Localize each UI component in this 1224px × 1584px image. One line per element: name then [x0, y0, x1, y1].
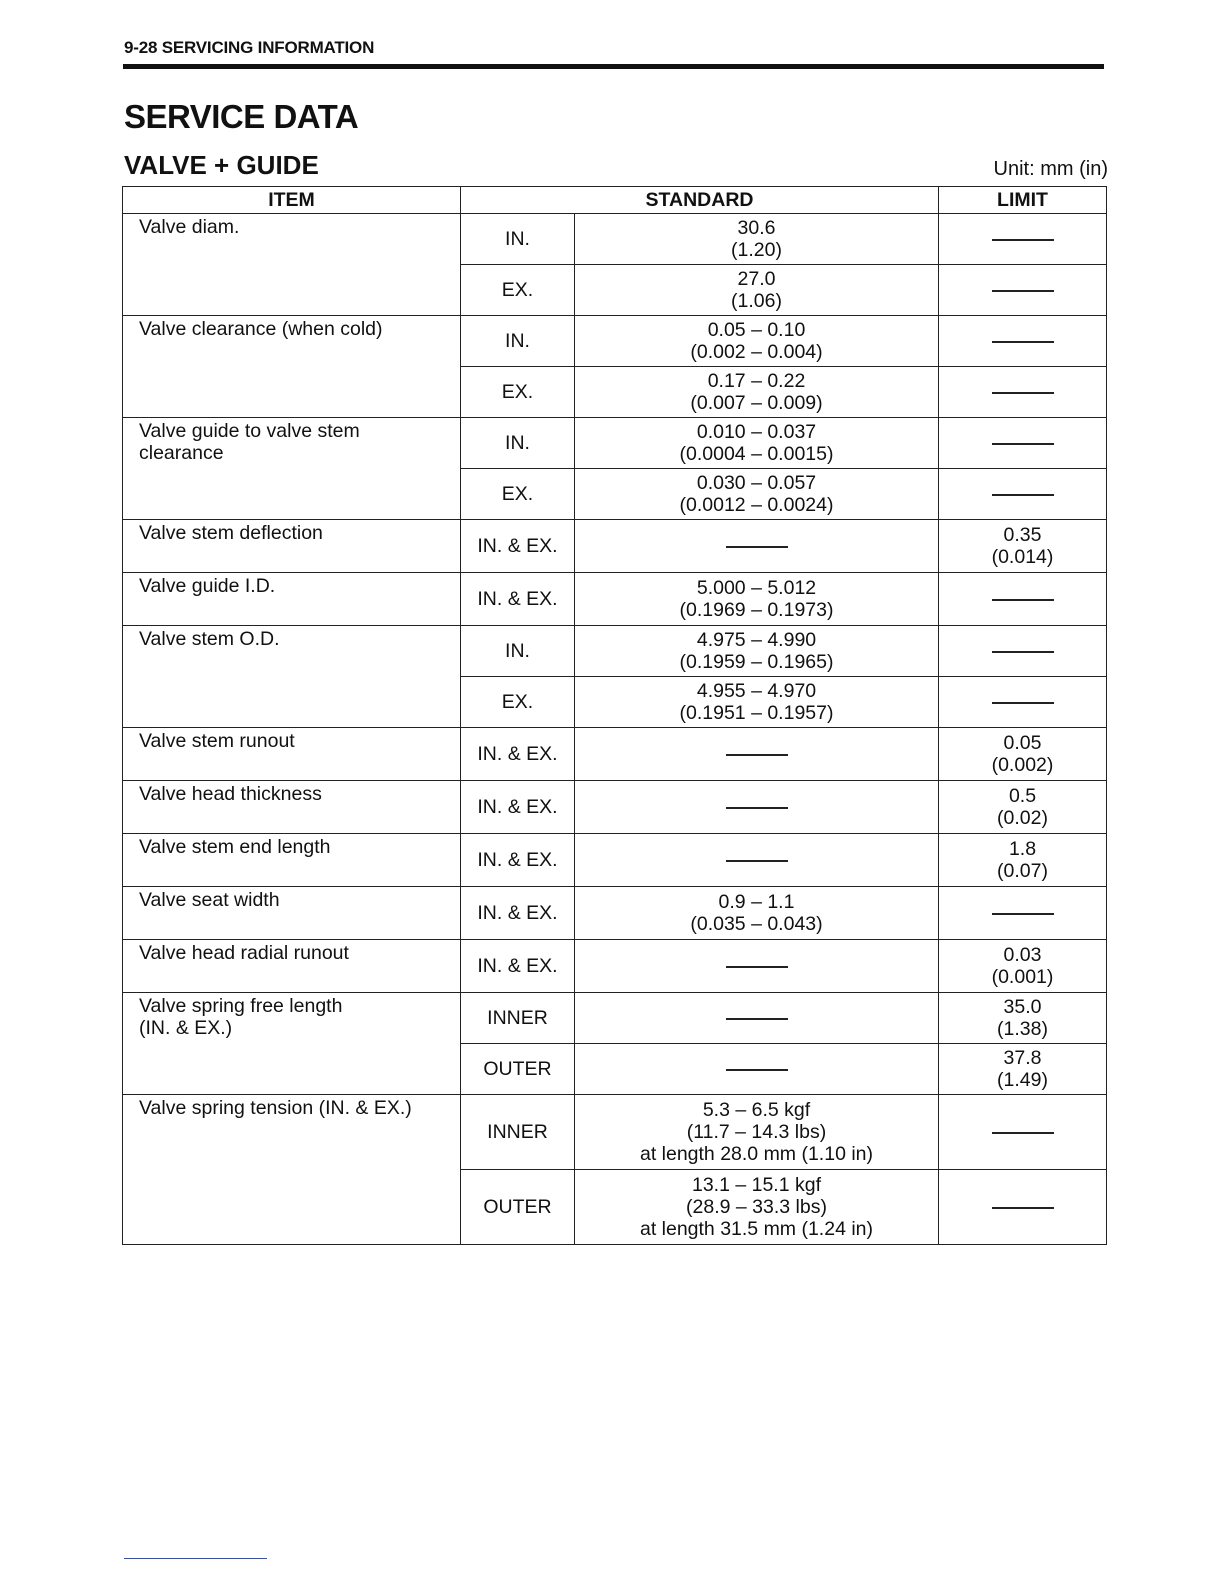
cell-line: (0.0004 – 0.0015) [679, 443, 834, 465]
limit-cell [939, 1044, 1107, 1095]
cell-line: 0.030 – 0.057 [696, 472, 817, 494]
item-cell [123, 1095, 461, 1245]
limit-cell [939, 781, 1107, 834]
cell-line: 0.03 [1003, 944, 1042, 966]
cell-line: 0.35 [1003, 524, 1042, 546]
no-value-dash [992, 702, 1054, 704]
limit-cell [939, 469, 1107, 520]
limit-cell [939, 265, 1107, 316]
item-cell [123, 993, 461, 1095]
cell-line: Valve stem deflection [139, 522, 323, 544]
header-standard: STANDARD [461, 187, 939, 214]
cell-line: (0.1959 – 0.1965) [679, 651, 834, 673]
table-row [123, 728, 1107, 781]
standard-cell [575, 265, 939, 316]
footer-rule [124, 1558, 267, 1559]
cell-line: (IN. & EX.) [139, 1017, 233, 1039]
cell-line: at length 31.5 mm (1.24 in) [639, 1218, 874, 1240]
limit-cell [939, 1170, 1107, 1245]
subitem-cell: IN. & EX. [461, 834, 575, 887]
standard-cell [575, 214, 939, 265]
standard-cell [575, 626, 939, 677]
item-cell [123, 940, 461, 993]
table-body [123, 214, 1107, 1245]
cell-line: Valve stem end length [139, 836, 331, 858]
cell-line: 5.000 – 5.012 [696, 577, 817, 599]
cell-line: (1.49) [997, 1069, 1048, 1091]
standard-cell [575, 781, 939, 834]
no-value-dash [992, 651, 1054, 653]
no-value-dash [992, 443, 1054, 445]
cell-line: (0.002) [991, 754, 1054, 776]
cell-line: Valve head radial runout [139, 942, 349, 964]
cell-line: 0.5 [1008, 785, 1037, 807]
cell-line: (11.7 – 14.3 lbs) [686, 1121, 827, 1143]
standard-cell [575, 418, 939, 469]
cell-line: clearance [139, 442, 224, 464]
standard-cell [575, 1044, 939, 1095]
limit-cell [939, 214, 1107, 265]
table-row [123, 1095, 1107, 1170]
item-cell [123, 887, 461, 940]
subitem-cell: INNER [461, 1095, 575, 1170]
subitem-cell: OUTER [461, 1044, 575, 1095]
limit-cell [939, 677, 1107, 728]
subitem-cell: OUTER [461, 1170, 575, 1245]
standard-cell [575, 677, 939, 728]
table-row [123, 781, 1107, 834]
standard-cell [575, 573, 939, 626]
no-value-dash [726, 860, 788, 862]
table-row [123, 573, 1107, 626]
cell-line: 27.0 [737, 268, 776, 290]
subitem-cell: EX. [461, 677, 575, 728]
cell-line: 13.1 – 15.1 kgf [691, 1174, 822, 1196]
cell-line: (0.001) [991, 966, 1054, 988]
cell-line: (0.014) [991, 546, 1054, 568]
no-value-dash [992, 494, 1054, 496]
no-value-dash [992, 341, 1054, 343]
cell-line: 0.05 – 0.10 [707, 319, 806, 341]
no-value-dash [992, 392, 1054, 394]
cell-line: (0.1969 – 0.1973) [679, 599, 834, 621]
table-row [123, 520, 1107, 573]
cell-line: Valve head thickness [139, 783, 322, 805]
header-rule [123, 64, 1104, 69]
cell-line: 0.9 – 1.1 [718, 891, 795, 913]
item-cell [123, 781, 461, 834]
subitem-cell: IN. & EX. [461, 887, 575, 940]
cell-line: Valve guide to valve stem [139, 420, 360, 442]
cell-line: 4.975 – 4.990 [696, 629, 817, 651]
subitem-cell: IN. [461, 316, 575, 367]
table-row [123, 626, 1107, 677]
standard-cell [575, 1170, 939, 1245]
standard-cell [575, 1095, 939, 1170]
cell-line: Valve spring tension (IN. & EX.) [139, 1097, 412, 1119]
table-row [123, 214, 1107, 265]
page-header: 9-28 SERVICING INFORMATION [124, 38, 375, 57]
cell-line: 4.955 – 4.970 [696, 680, 817, 702]
limit-cell [939, 993, 1107, 1044]
cell-line: (0.02) [997, 807, 1048, 829]
table-row [123, 418, 1107, 469]
item-cell [123, 834, 461, 887]
cell-line: Valve diam. [139, 216, 240, 238]
cell-line: 5.3 – 6.5 kgf [702, 1099, 811, 1121]
no-value-dash [992, 290, 1054, 292]
no-value-dash [726, 754, 788, 756]
no-value-dash [726, 1018, 788, 1020]
subitem-cell: IN. & EX. [461, 728, 575, 781]
unit-note: Unit: mm (in) [993, 158, 1108, 180]
limit-cell [939, 520, 1107, 573]
header-limit: LIMIT [939, 187, 1107, 214]
cell-line: (0.07) [997, 860, 1048, 882]
cell-line: (28.9 – 33.3 lbs) [686, 1196, 827, 1218]
no-value-dash [726, 1069, 788, 1071]
limit-cell [939, 418, 1107, 469]
limit-cell [939, 728, 1107, 781]
table-header-row [123, 187, 1107, 214]
item-cell [123, 214, 461, 316]
subitem-cell: EX. [461, 469, 575, 520]
table-row [123, 993, 1107, 1044]
cell-line: (0.002 – 0.004) [690, 341, 823, 363]
limit-cell [939, 940, 1107, 993]
page-title: SERVICE DATA [124, 98, 359, 135]
no-value-dash [992, 913, 1054, 915]
no-value-dash [992, 1207, 1054, 1209]
cell-line: 0.17 – 0.22 [707, 370, 806, 392]
cell-line: Valve spring free length [139, 995, 343, 1017]
cell-line: Valve seat width [139, 889, 280, 911]
cell-line: (0.0012 – 0.0024) [679, 494, 834, 516]
table-row [123, 940, 1107, 993]
standard-cell [575, 469, 939, 520]
subitem-cell: EX. [461, 265, 575, 316]
subitem-cell: IN. & EX. [461, 520, 575, 573]
limit-cell [939, 367, 1107, 418]
cell-line: (1.38) [997, 1018, 1048, 1040]
service-data-table [122, 186, 1107, 1245]
cell-line: (0.035 – 0.043) [690, 913, 823, 935]
table-row [123, 887, 1107, 940]
limit-cell [939, 316, 1107, 367]
subitem-cell: INNER [461, 993, 575, 1044]
cell-line: (0.1951 – 0.1957) [679, 702, 834, 724]
item-cell [123, 573, 461, 626]
standard-cell [575, 367, 939, 418]
cell-line: 1.8 [1008, 838, 1037, 860]
item-cell [123, 316, 461, 418]
item-cell [123, 418, 461, 520]
cell-line: (1.20) [731, 239, 782, 261]
standard-cell [575, 728, 939, 781]
cell-line: (0.007 – 0.009) [690, 392, 823, 414]
no-value-dash [726, 546, 788, 548]
item-cell [123, 520, 461, 573]
no-value-dash [726, 807, 788, 809]
no-value-dash [992, 599, 1054, 601]
section-title: VALVE + GUIDE [124, 150, 319, 180]
limit-cell [939, 1095, 1107, 1170]
subitem-cell: IN. & EX. [461, 781, 575, 834]
header-item: ITEM [123, 187, 461, 214]
limit-cell [939, 887, 1107, 940]
cell-line: Valve clearance (when cold) [139, 318, 383, 340]
subitem-cell: IN. & EX. [461, 940, 575, 993]
no-value-dash [992, 239, 1054, 241]
subitem-cell: IN. & EX. [461, 573, 575, 626]
subitem-cell: IN. [461, 214, 575, 265]
table-row [123, 316, 1107, 367]
limit-cell [939, 834, 1107, 887]
cell-line: 37.8 [1003, 1047, 1042, 1069]
subitem-cell: EX. [461, 367, 575, 418]
cell-line: Valve stem runout [139, 730, 295, 752]
subitem-cell: IN. [461, 418, 575, 469]
limit-cell [939, 626, 1107, 677]
standard-cell [575, 834, 939, 887]
item-cell [123, 626, 461, 728]
cell-line: 0.05 [1003, 732, 1042, 754]
cell-line: at length 28.0 mm (1.10 in) [639, 1143, 874, 1165]
cell-line: 0.010 – 0.037 [696, 421, 817, 443]
table-row [123, 834, 1107, 887]
standard-cell [575, 993, 939, 1044]
cell-line: 35.0 [1003, 996, 1042, 1018]
standard-cell [575, 887, 939, 940]
subitem-cell: IN. [461, 626, 575, 677]
standard-cell [575, 940, 939, 993]
cell-line: Valve stem O.D. [139, 628, 280, 650]
limit-cell [939, 573, 1107, 626]
cell-line: 30.6 [737, 217, 776, 239]
cell-line: Valve guide I.D. [139, 575, 276, 597]
cell-line: (1.06) [731, 290, 782, 312]
no-value-dash [992, 1132, 1054, 1134]
no-value-dash [726, 966, 788, 968]
standard-cell [575, 520, 939, 573]
item-cell [123, 728, 461, 781]
standard-cell [575, 316, 939, 367]
